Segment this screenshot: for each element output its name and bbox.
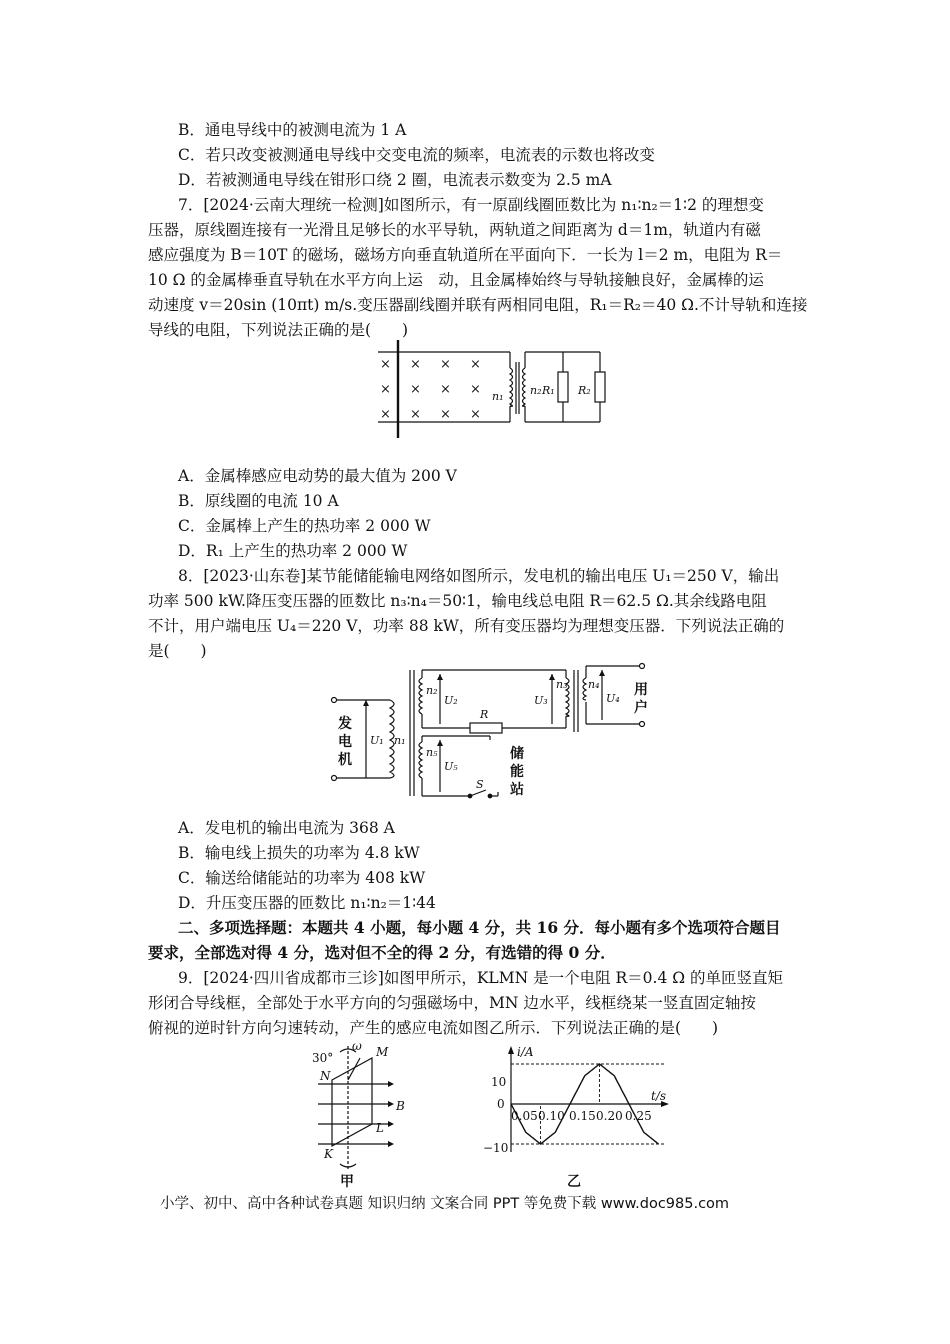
q8-stem-line2: 功率 500 kW.降压变压器的匝数比 n₃∶n₄＝50∶1，输电线总电阻 R＝62.5 Ω.其余线路电阻 xyxy=(148,592,767,610)
label-r: R xyxy=(480,708,489,721)
figure-caption-jia: 甲 xyxy=(340,1174,354,1190)
q8-stem-line1: 8．[2023·山东卷]某节能储能输电网络如图所示，发电机的输出电压 U₁＝250 V，输出 xyxy=(178,567,780,585)
x-tick: 0.05 xyxy=(511,1109,538,1123)
corner-k: K xyxy=(324,1147,333,1161)
x-tick: 0.15 xyxy=(569,1109,596,1123)
origin-label: 0 xyxy=(497,1097,505,1111)
user-label: 户 xyxy=(634,700,648,716)
field-cross: × xyxy=(440,382,451,397)
q7-option-c: C．金属棒上产生的热功率 2 000 W xyxy=(178,517,431,535)
q7-stem-line5: 动速度 v＝20sin (10πt) m/s.变压器副线圈并联有两相同电阻，R₁＝R₂＝40 Ω.不计导轨和连接 xyxy=(148,296,808,314)
label-n3: n₃ xyxy=(556,678,568,691)
label-u3: U₃ xyxy=(534,694,548,707)
storage-label: 站 xyxy=(510,782,524,798)
field-cross: × xyxy=(380,382,391,397)
label-u4: U₄ xyxy=(606,692,620,705)
q9-stem-line1: 9．[2024·四川省成都市三诊]如图甲所示，KLMN 是一个电阻 R＝0.4 Ω 的单匝竖直矩 xyxy=(178,969,784,987)
q8-option-d: D．升压变压器的匝数比 n₁∶n₂＝1∶44 xyxy=(178,894,436,912)
corner-l: L xyxy=(376,1121,384,1135)
q7-stem-line4: 10 Ω 的金属棒垂直导轨在水平方向上运 动，且金属棒始终与导轨接触良好，金属棒的运 xyxy=(148,271,764,289)
storage-label: 能 xyxy=(510,764,524,780)
q8-circuit-figure xyxy=(330,660,670,802)
section-2-heading-line2: 要求，全部选对得 4 分，选对但不全的得 2 分，有选错的得 0 分． xyxy=(148,943,616,962)
label-n2: n₂ xyxy=(530,384,542,397)
field-cross: × xyxy=(410,407,421,422)
section-2-heading-line1: 二、多项选择题：本题共 4 小题，每小题 4 分，共 16 分．每小题有多个选项符合题目 xyxy=(178,918,781,937)
x-axis-label: t/s xyxy=(651,1089,667,1103)
label-n1: n₁ xyxy=(492,390,504,403)
page-footer: 小学、初中、高中各种试卷真题 知识归纳 文案合同 PPT 等免费下载 www.doc985.com xyxy=(160,1196,730,1212)
q7-circuit-figure xyxy=(370,338,610,442)
label-u2: U₂ xyxy=(444,694,458,707)
field-cross: × xyxy=(440,357,451,372)
q9-figure-yi-chart xyxy=(455,1040,675,1190)
field-cross: × xyxy=(470,357,481,372)
label-r1: R₁ xyxy=(542,384,555,397)
x-tick: 0.10 xyxy=(538,1109,565,1123)
figure-caption-yi: 乙 xyxy=(567,1174,581,1190)
generator-label: 机 xyxy=(338,752,352,768)
label-n5: n₅ xyxy=(426,746,438,759)
q7-stem-line2: 压器，原线圈连接有一光滑且足够长的水平导轨，两轨道之间距离为 d＝1m，轨道内有磁 xyxy=(148,221,761,239)
label-n2: n₂ xyxy=(426,684,438,697)
q9-stem-line2: 形闭合导线框，全部处于水平方向的匀强磁场中，MN 边水平，线框绕某一竖直固定轴按 xyxy=(148,994,756,1012)
label-u5: U₅ xyxy=(444,760,458,773)
q7-stem-line1: 7．[2024·云南大理统一检测]如图所示，有一原副线圈匝数比为 n₁∶n₂＝1∶2 的理想变 xyxy=(178,196,764,214)
corner-n: N xyxy=(320,1069,331,1083)
storage-label: 储 xyxy=(510,746,524,762)
x-tick: 0.20 xyxy=(596,1109,623,1123)
field-b: B xyxy=(396,1099,405,1113)
field-cross: × xyxy=(410,357,421,372)
q7-option-b: B．原线圈的电流 10 A xyxy=(178,492,339,510)
omega-label: ω xyxy=(352,1040,362,1053)
q6-option-c: C．若只改变被测通电导线中交变电流的频率，电流表的示数也将改变 xyxy=(178,146,655,164)
x-tick: 0.25 xyxy=(625,1109,652,1123)
y-tick-neg10: −10 xyxy=(483,1141,509,1155)
label-r2: R₂ xyxy=(578,384,591,397)
label-s: S xyxy=(476,778,484,791)
field-cross: × xyxy=(440,407,451,422)
q7-option-a: A．金属棒感应电动势的最大值为 200 V xyxy=(178,467,457,485)
q7-stem-line6: 导线的电阻，下列说法正确的是( ) xyxy=(148,321,409,339)
q8-stem-line3: 不计，用户端电压 U₄＝220 V，功率 88 kW，所有变压器均为理想变压器．下列说法正确的 xyxy=(148,617,785,635)
label-n4: n₄ xyxy=(588,678,600,691)
field-cross: × xyxy=(380,357,391,372)
field-cross: × xyxy=(380,407,391,422)
y-axis-label: i/A xyxy=(517,1045,534,1059)
q8-option-c: C．输送给储能站的功率为 408 kW xyxy=(178,869,426,887)
q7-stem-line3: 感应强度为 B＝10T 的磁场，磁场方向垂直轨道所在平面向下．一长为 l＝2 m，电阻为 R＝ xyxy=(148,246,783,264)
y-tick-10: 10 xyxy=(491,1075,507,1089)
q7-option-d: D．R₁ 上产生的热功率 2 000 W xyxy=(178,542,408,560)
q9-figure-jia xyxy=(310,1040,420,1190)
q6-option-d: D．若被测通电导线在钳形口绕 2 圈，电流表示数变为 2.5 mA xyxy=(178,171,612,189)
generator-label: 发 xyxy=(338,716,352,732)
q6-option-b: B．通电导线中的被测电流为 1 A xyxy=(178,121,407,139)
user-label: 用 xyxy=(634,682,648,698)
field-cross: × xyxy=(470,407,481,422)
label-n1: n₁ xyxy=(394,734,406,747)
q8-option-b: B．输电线上损失的功率为 4.8 kW xyxy=(178,844,420,862)
q9-stem-line3: 俯视的逆时针方向匀速转动，产生的感应电流如图乙所示．下列说法正确的是( ) xyxy=(148,1019,719,1037)
corner-m: M xyxy=(376,1045,389,1059)
angle-label: 30° xyxy=(312,1051,334,1065)
q8-stem-line4: 是( ) xyxy=(148,642,207,660)
label-u1: U₁ xyxy=(370,734,384,747)
field-cross: × xyxy=(410,382,421,397)
field-cross: × xyxy=(470,382,481,397)
generator-label: 电 xyxy=(338,734,352,750)
q8-option-a: A．发电机的输出电流为 368 A xyxy=(178,819,395,837)
